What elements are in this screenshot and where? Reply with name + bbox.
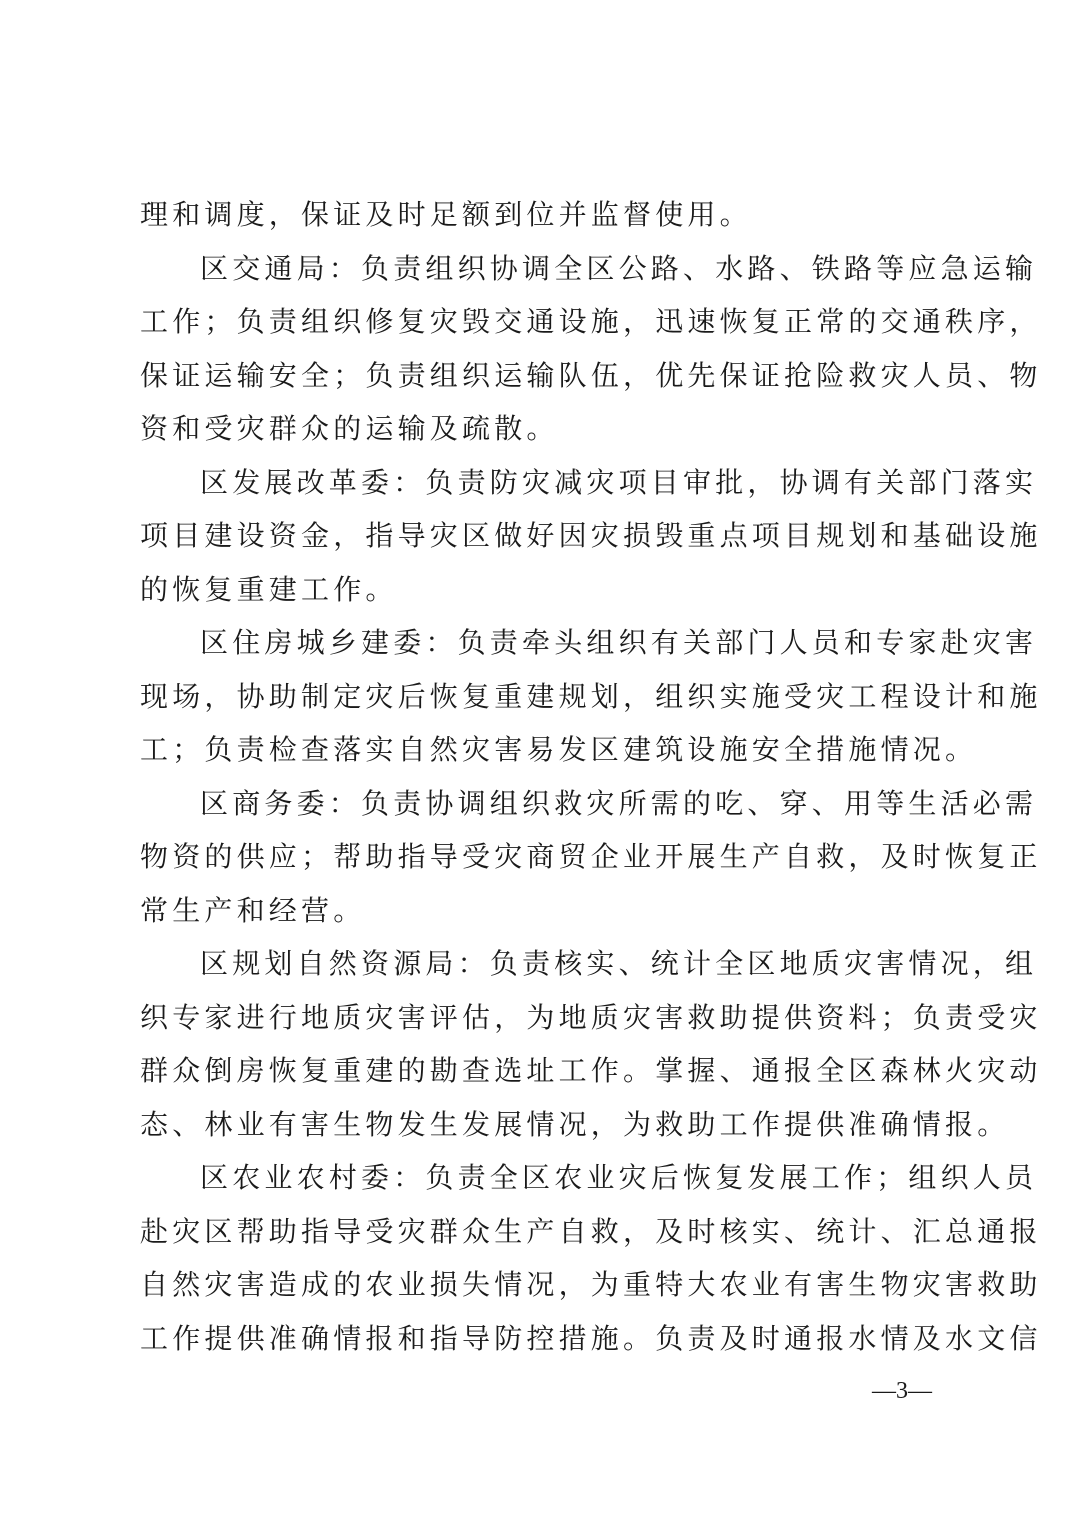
- text-line: 现场，协助制定灾后恢复重建规划，组织实施受灾工程设计和施: [140, 679, 1042, 713]
- text-line: 自然灾害造成的农业损失情况，为重特大农业有害生物灾害救助: [140, 1268, 1042, 1301]
- paragraph-agriculture: 区农业农村委：负责全区农业灾后恢复发展工作；组织人员: [200, 1161, 1038, 1194]
- text-line: 资和受灾群众的运输及疏散。: [140, 412, 559, 445]
- text-line: 的恢复重建工作。: [140, 572, 398, 606]
- text-line: 工作；负责组织修复灾毁交通设施，迅速恢复正常的交通秩序，: [140, 305, 1042, 338]
- paragraph-housing-construction: 区住房城乡建委：负责牵头组织有关部门人员和专家赴灾害: [200, 626, 1038, 659]
- paragraph-development-reform: 区发展改革委：负责防灾减灾项目审批，协调有关部门落实: [200, 465, 1038, 499]
- text-line: 常生产和经营。: [140, 893, 366, 927]
- paragraph-commerce: 区商务委：负责协调组织救灾所需的吃、穿、用等生活必需: [200, 786, 1038, 820]
- page-number: —3—: [872, 1378, 932, 1404]
- text-line: 织专家进行地质灾害评估，为地质灾害救助提供资料；负责受灾: [140, 1000, 1042, 1034]
- text-line: 项目建设资金，指导灾区做好因灾损毁重点项目规划和基础设施: [140, 519, 1042, 552]
- text-line: 态、林业有害生物发生发展情况，为救助工作提供准确情报。: [140, 1107, 1010, 1141]
- text-line: 理和调度，保证及时足额到位并监督使用。: [140, 198, 752, 231]
- text-line: 工作提供准确情报和指导防控措施。负责及时通报水情及水文信: [140, 1321, 1042, 1355]
- text-line: 群众倒房恢复重建的勘查选址工作。掌握、通报全区森林火灾动: [140, 1054, 1042, 1087]
- text-line: 物资的供应；帮助指导受灾商贸企业开展生产自救，及时恢复正: [140, 840, 1042, 873]
- paragraph-planning-resources: 区规划自然资源局：负责核实、统计全区地质灾害情况，组: [200, 947, 1038, 980]
- body-text: [140, 188, 1042, 1365]
- text-line: 工；负责检查落实自然灾害易发区建筑设施安全措施情况。: [140, 733, 978, 766]
- text-line: 赴灾区帮助指导受灾群众生产自救，及时核实、统计、汇总通报: [140, 1214, 1042, 1248]
- paragraph-transport-bureau: 区交通局：负责组织协调全区公路、水路、铁路等应急运输: [200, 251, 1038, 285]
- text-line: 保证运输安全；负责组织运输队伍，优先保证抢险救灾人员、物: [140, 358, 1042, 392]
